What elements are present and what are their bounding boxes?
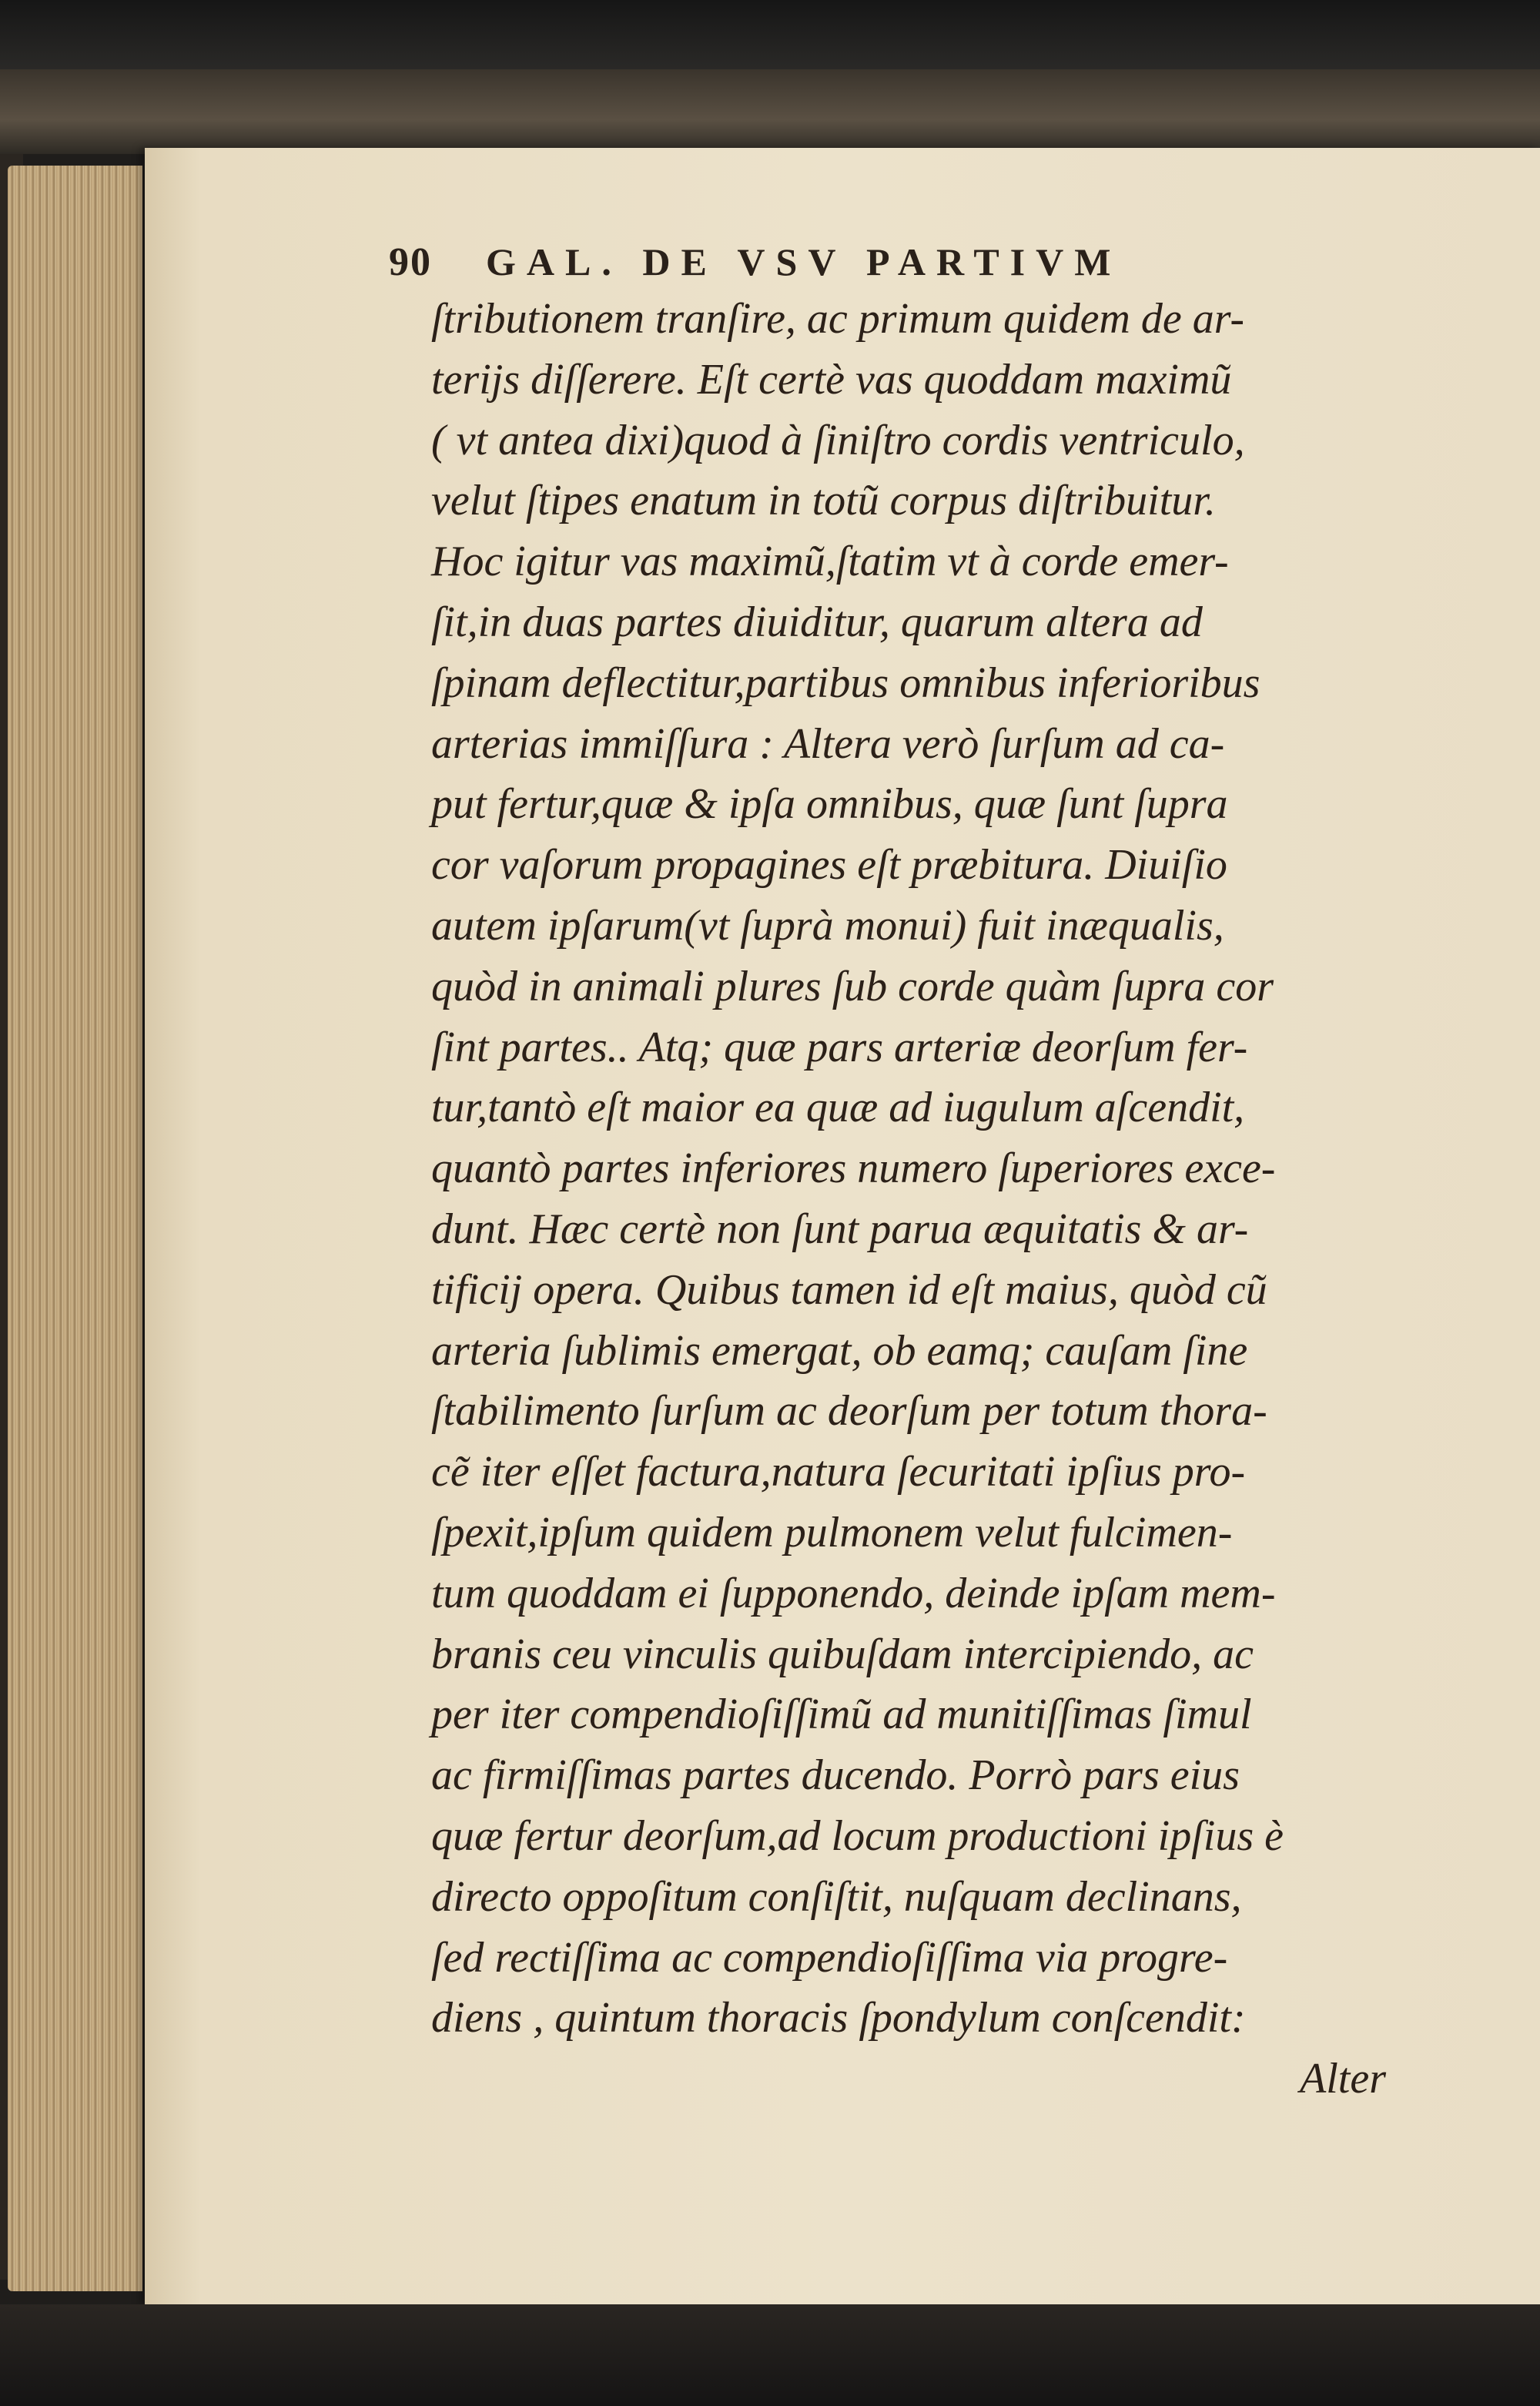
catchword: Alter — [1300, 2055, 1386, 2103]
text-line: quæ fertur deorſum,ad locum productioni ipſius è — [431, 1811, 1284, 1860]
text-line: put fertur,quæ & ipſa omnibus, quæ ſunt ſupra — [431, 780, 1228, 829]
text-line: ſit,in duas partes diuiditur, quarum altera ad — [431, 598, 1203, 646]
text-line: ( vt antea dixi)quod à ſiniſtro cordis ventriculo, — [431, 416, 1245, 464]
text-line: tur,tantò eſt maior ea quæ ad iugulum aſcendit, — [431, 1084, 1245, 1132]
background-bottom — [0, 2304, 1540, 2406]
background-top — [0, 0, 1540, 69]
text-line: directo oppoſitum conſiſtit, nuſquam declinans, — [431, 1872, 1242, 1921]
text-line: autem ipſarum(vt ſuprà monui) fuit inæqualis, — [431, 901, 1224, 950]
text-line: ſtributionem tranſire, ac primum quidem de ar- — [431, 295, 1245, 343]
text-line: cor vaſorum propagines eſt præbitura. Diuiſio — [431, 841, 1227, 890]
text-line: tificij opera. Quibus tamen id eſt maius, quòd cũ — [431, 1265, 1267, 1314]
text-line: terijs diſſerere. Eſt certè vas quoddam maximũ — [431, 355, 1232, 404]
text-line: branis ceu vinculis quibuſdam intercipiendo, ac — [431, 1630, 1254, 1678]
text-line: quòd in animali plures ſub corde quàm ſupra cor — [431, 962, 1274, 1010]
text-line: diens , quintum thoracis ſpondylum conſcendit: — [431, 1994, 1246, 2042]
text-line: ſint partes.. Atq; quæ pars arteriæ deorſum fer- — [431, 1023, 1248, 1071]
text-line: ſed rectiſſima ac compendioſiſſima via progre- — [431, 1933, 1228, 1982]
text-line: velut ſtipes enatum in totũ corpus diſtribuitur. — [431, 477, 1216, 525]
text-block — [431, 289, 1386, 2109]
text-line: tum quoddam ei ſupponendo, deinde ipſam mem- — [431, 1569, 1276, 1617]
text-line: ac firmiſſimas partes ducendo. Porrò pars eius — [431, 1751, 1240, 1800]
text-line: quantò partes inferiores numero ſuperiores exce- — [431, 1144, 1276, 1193]
text-line: Hoc igitur vas maximũ,ſtatim vt à corde emer- — [431, 538, 1229, 586]
running-head-title: GAL. DE VSV PARTIVM — [486, 240, 1122, 283]
page-number: 90 — [389, 240, 432, 284]
text-line: dunt. Hæc certè non ſunt parua æquitatis & ar- — [431, 1205, 1249, 1253]
text-line: arteria ſublimis emergat, ob eamq; cauſam ſine — [431, 1326, 1248, 1375]
text-line: ſtabilimento ſurſum ac deorſum per totum thora- — [431, 1387, 1267, 1436]
running-head — [389, 231, 1313, 293]
book-cover-edge — [0, 69, 1540, 154]
text-line: arterias immiſſura : Altera verò ſurſum ad ca- — [431, 719, 1225, 768]
text-line: cẽ iter eſſet factura,natura ſecuritati ipſius pro- — [431, 1448, 1246, 1496]
text-line: ſpexit,ipſum quidem pulmonem velut fulcimen- — [431, 1508, 1233, 1557]
text-line: ſpinam deflectitur,partibus omnibus inferioribus — [431, 658, 1260, 707]
page-stack-edge — [8, 166, 142, 2291]
text-line: per iter compendioſiſſimũ ad munitiſſimas ſimul — [431, 1691, 1252, 1739]
